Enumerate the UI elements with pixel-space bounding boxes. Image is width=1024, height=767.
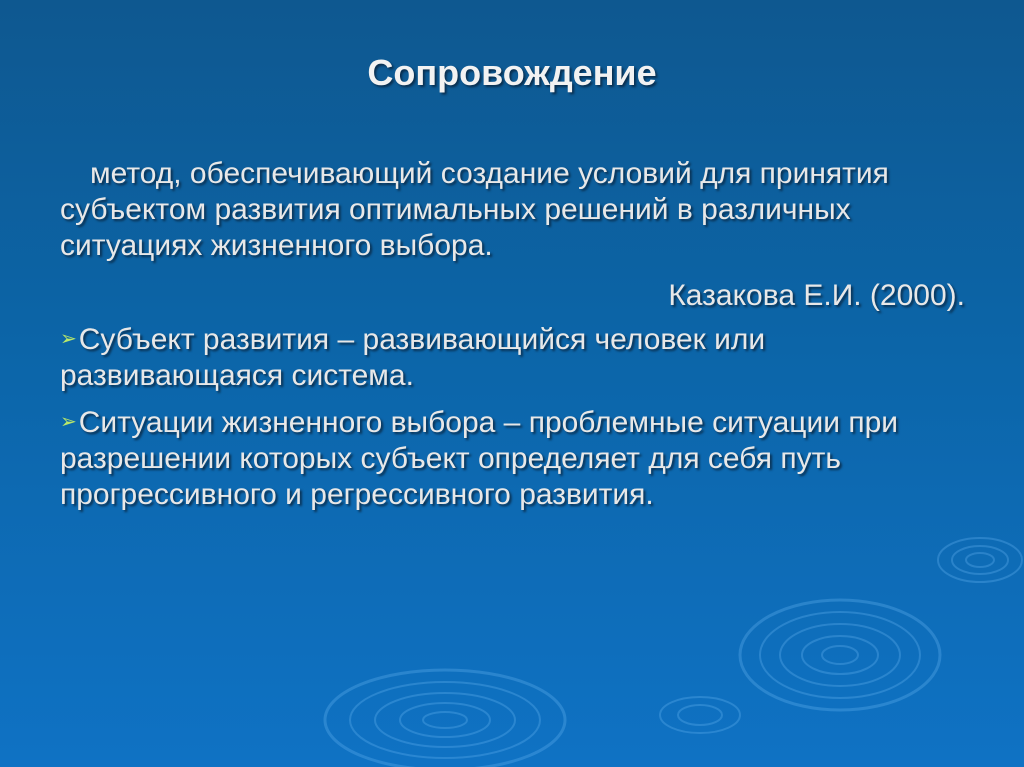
bullet-text: Субъект развития – развивающийся человек или развивающаяся система. <box>60 323 766 392</box>
arrow-bullet-icon: ➢ <box>60 328 77 350</box>
bullet-item <box>60 321 970 394</box>
bullet-item <box>60 404 970 513</box>
definition-paragraph <box>60 156 970 264</box>
definition-text: метод, обеспечивающий создание условий для принятия субъектом развития оптимальных решений в различных ситуациях жизненного выбора. <box>60 157 889 262</box>
arrow-bullet-icon: ➢ <box>60 411 77 433</box>
citation: Казакова Е.И. (2000). <box>668 279 965 312</box>
bullet-text: Ситуации жизненного выбора – проблемные ситуации при разрешении которых субъект определяет для себя путь прогрессивного и регрессивного развития. <box>60 406 899 511</box>
slide-title: Сопровождение <box>367 52 657 93</box>
